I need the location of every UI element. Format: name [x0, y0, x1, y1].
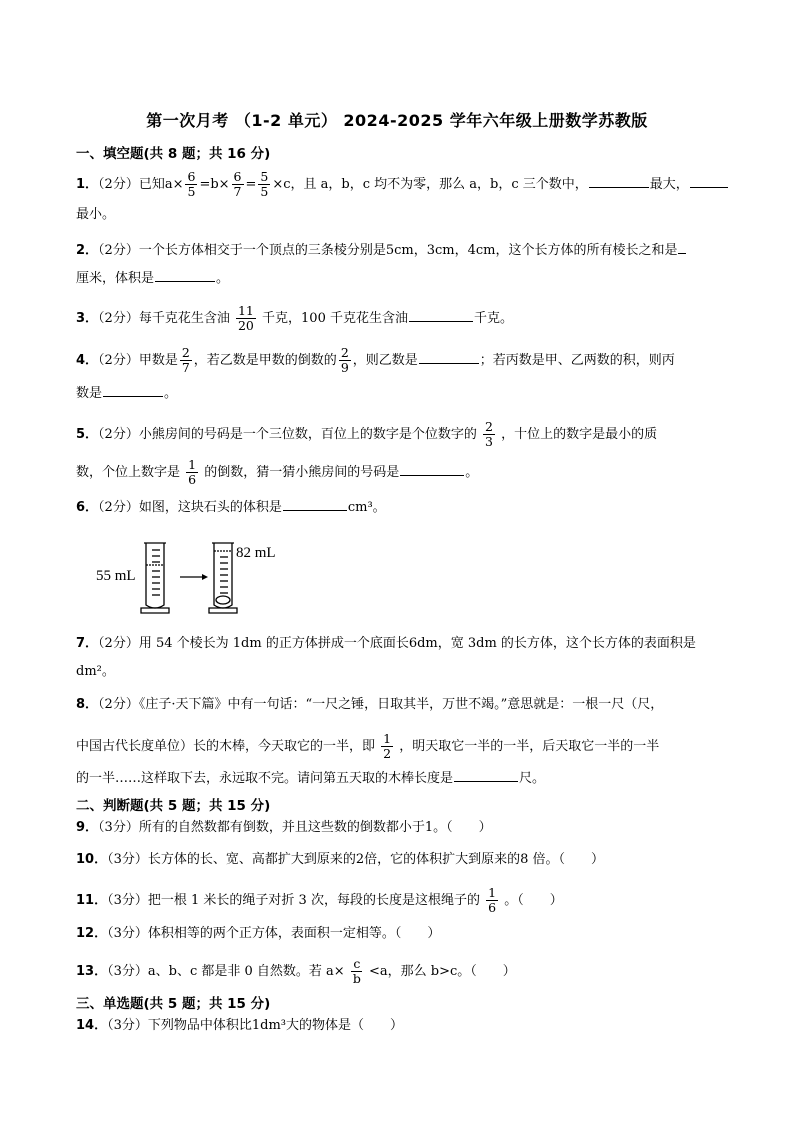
question-text: cm³。: [347, 500, 386, 515]
question-points: （3分）: [98, 820, 139, 835]
question-text: ，若乙数是甲数的倒数的: [193, 353, 337, 368]
section-heading-fill-in: 一、填空题(共 8 题；共 16 分): [76, 146, 271, 162]
question-points: （3分）: [107, 893, 148, 908]
question-text: 长方体的长、宽、高都扩大到原来的2倍，它的体积扩大到原来的8 倍。（ ）: [147, 852, 605, 867]
fraction: $\frac{2}{9}$: [340, 345, 349, 375]
question-12: [76, 924, 440, 944]
question-text: ×c，且 a，b，c 均不为零，那么 a，b，c 三个数中，: [272, 177, 588, 192]
answer-blank[interactable]: [678, 240, 686, 254]
stone-icon: [216, 596, 230, 604]
fraction: $\frac{c}{b}$: [352, 956, 361, 986]
answer-blank[interactable]: [690, 174, 728, 188]
question-text: 已知a×: [138, 177, 184, 192]
fraction: $\frac{5}{5}$: [260, 169, 269, 199]
question-text: 的一半……这样取下去，永远取不完。请问第五天取的木棒长度是: [76, 771, 454, 786]
question-number: 5．: [76, 427, 99, 442]
answer-blank[interactable]: [103, 383, 163, 397]
question-1-cont: [76, 205, 115, 225]
question-text: =b×: [199, 177, 230, 192]
question-8: [76, 695, 663, 715]
question-points: （2分）: [98, 243, 139, 258]
question-number: 13．: [76, 964, 108, 979]
question-text: 所有的自然数都有倒数，并且这些数的倒数都小于1。（ ）: [138, 820, 492, 835]
question-number: 10．: [76, 852, 108, 867]
question-text: 《庄子·天下篇》中有一句话：“一尺之锤，日取其半，万世不竭。”意思就是：一根一尺（尺，: [138, 697, 664, 712]
question-text: 每千克花生含油: [138, 311, 230, 326]
arrow-right-icon: [180, 574, 208, 580]
question-13: [76, 957, 516, 986]
question-text: 体积相等的两个正方体，表面积一定相等。（ ）: [147, 926, 441, 941]
section-heading-single-choice: 三、单选题(共 5 题；共 15 分): [76, 996, 271, 1012]
fraction: $\frac{11}{20}$: [237, 303, 254, 333]
question-points: （2分）: [98, 353, 139, 368]
question-text: 。: [164, 386, 178, 401]
question-number: 9．: [76, 820, 99, 835]
question-number: 4．: [76, 353, 99, 368]
section-heading-true-false: 二、判断题(共 5 题；共 15 分): [76, 798, 271, 814]
question-number: 12．: [76, 926, 108, 941]
question-text: 。: [216, 271, 230, 286]
fraction: $\frac{2}{3}$: [484, 419, 493, 449]
question-number: 8．: [76, 697, 99, 712]
measuring-cylinder-figure: [96, 535, 296, 615]
question-text: 下列物品中体积比1dm³大的物体是（ ）: [147, 1018, 404, 1033]
question-points: （2分）: [98, 697, 139, 712]
question-text: ，明天取它一半的一半，后天取它一半的一半: [399, 739, 660, 754]
question-text: 用 54 个棱长为 1dm 的正方体拼成一个底面长6dm，宽 3dm 的长方体，这个长方体的表面积是: [138, 636, 696, 651]
question-text: 。（ ）: [504, 893, 563, 908]
answer-blank[interactable]: [589, 174, 649, 188]
question-text: 厘米，体积是: [76, 271, 155, 286]
question-points: （2分）: [98, 177, 139, 192]
question-8-cont2: [76, 768, 545, 789]
question-text: 最小。: [76, 207, 116, 222]
right-volume-label: 82 mL: [236, 545, 276, 561]
answer-blank[interactable]: [409, 308, 473, 322]
question-1: [76, 170, 729, 199]
fraction: $\frac{1}{6}$: [188, 457, 197, 487]
question-number: 7．: [76, 636, 99, 651]
question-number: 3．: [76, 311, 99, 326]
question-points: （2分）: [98, 427, 139, 442]
question-points: （3分）: [107, 1018, 148, 1033]
fraction: $\frac{6}{7}$: [233, 169, 242, 199]
question-text: 中国古代长度单位）长的木棒，今天取它的一半，即: [76, 739, 376, 754]
question-text: 一个长方体相交于一个顶点的三条棱分别是5cm，3cm，4cm，这个长方体的所有棱长之和是: [138, 243, 678, 258]
question-5-cont: [76, 458, 478, 487]
question-text: 最大，: [649, 177, 689, 192]
question-text: ，则乙数是: [352, 353, 418, 368]
answer-blank[interactable]: [400, 462, 464, 476]
question-points: （2分）: [98, 500, 139, 515]
question-text: 甲数是: [138, 353, 178, 368]
question-text: ，十位上的数字是最小的质: [501, 427, 658, 442]
question-text: 数，个位上数字是: [76, 465, 181, 480]
question-text: =: [245, 177, 257, 192]
question-number: 11．: [76, 893, 108, 908]
question-number: 1．: [76, 177, 99, 192]
fraction: $\frac{6}{5}$: [187, 169, 196, 199]
question-6: [76, 497, 386, 518]
fraction: $\frac{1}{6}$: [488, 885, 497, 915]
question-8-cont: [76, 732, 659, 761]
question-3: [76, 304, 513, 333]
question-text: <a，那么 b>c。（ ）: [368, 964, 516, 979]
fraction: $\frac{2}{7}$: [181, 345, 190, 375]
question-points: （2分）: [98, 636, 139, 651]
left-cylinder-icon: [141, 543, 169, 613]
question-text: dm²。: [76, 664, 115, 679]
question-text: 小熊房间的号码是一个三位数，百位上的数字是个位数字的: [138, 427, 477, 442]
answer-blank[interactable]: [283, 497, 347, 511]
question-5: [76, 420, 657, 449]
fraction: $\frac{1}{2}$: [383, 731, 392, 761]
question-text: 的倒数，猜一猜小熊房间的号码是: [204, 465, 400, 480]
question-14: [76, 1016, 403, 1036]
question-9: [76, 818, 492, 838]
question-text: 把一根 1 米长的绳子对折 3 次，每段的长度是这根绳子的: [147, 893, 480, 908]
question-points: （3分）: [107, 964, 148, 979]
question-2: [76, 240, 687, 261]
question-points: （3分）: [107, 926, 148, 941]
question-4-cont: [76, 383, 177, 404]
question-text: 千克。: [473, 311, 513, 326]
question-4: [76, 346, 675, 375]
question-7: [76, 634, 696, 654]
question-points: （2分）: [98, 311, 139, 326]
question-text: 如图，这块石头的体积是: [138, 500, 282, 515]
question-number: 2．: [76, 243, 99, 258]
answer-blank[interactable]: [155, 268, 215, 282]
question-number: 14．: [76, 1018, 108, 1033]
question-text: 千克，100 千克花生含油: [262, 311, 408, 326]
left-volume-label: 55 mL: [96, 568, 136, 584]
question-text: a、b、c 都是非 0 自然数。若 a×: [147, 964, 345, 979]
question-text: 数是: [76, 386, 103, 401]
question-11: [76, 886, 563, 915]
question-number: 6．: [76, 500, 99, 515]
question-points: （3分）: [107, 852, 148, 867]
question-10: [76, 850, 604, 870]
question-text: 。: [465, 465, 479, 480]
question-text: 尺。: [519, 771, 546, 786]
question-2-cont: [76, 268, 229, 289]
answer-blank[interactable]: [419, 350, 479, 364]
right-cylinder-icon: [209, 543, 237, 613]
question-text: ；若丙数是甲、乙两数的积，则丙: [479, 353, 675, 368]
page-title: 第一次月考 （1-2 单元） 2024-2025 学年六年级上册数学苏教版: [146, 111, 648, 130]
question-7-cont: [76, 662, 115, 682]
answer-blank[interactable]: [454, 768, 518, 782]
